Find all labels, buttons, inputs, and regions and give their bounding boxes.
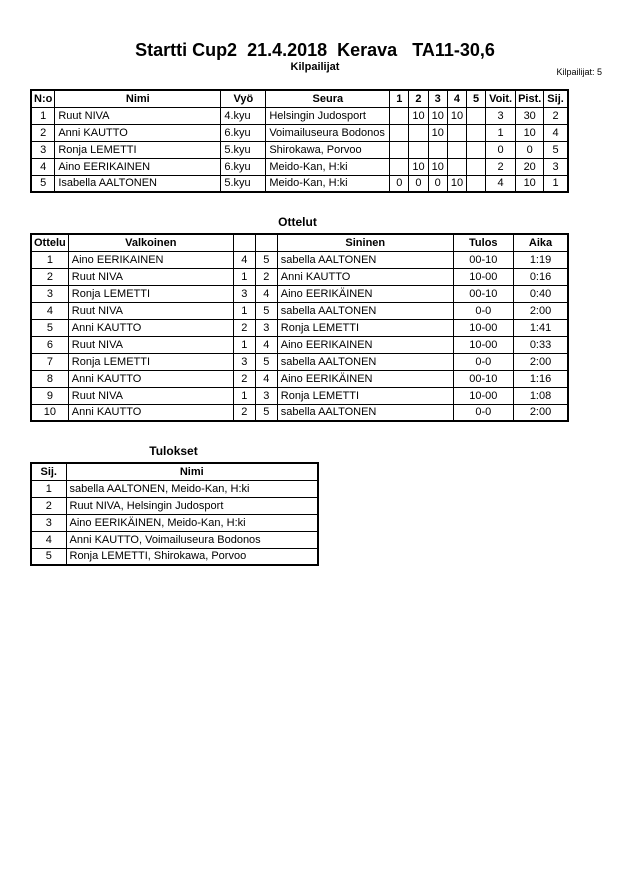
col-header-points: Pist.	[516, 90, 544, 107]
table-row	[31, 336, 568, 353]
table-cell: 10	[447, 175, 466, 192]
table-cell: Ruut NIVA	[68, 268, 233, 285]
table-cell: 6.kyu	[221, 124, 266, 141]
table-cell: 2	[233, 319, 255, 336]
competitor-count-label: Kilpailijat: 5	[556, 67, 602, 77]
table-cell: 2:00	[513, 404, 568, 421]
table-cell: 3	[233, 353, 255, 370]
table-cell: sabella AALTONEN	[277, 404, 453, 421]
competitors-heading: Kilpailijat	[290, 61, 340, 73]
table-cell: 8	[31, 370, 68, 387]
table-cell	[390, 124, 409, 141]
table-cell: 5	[31, 319, 68, 336]
table-cell: 5	[31, 548, 66, 565]
table-cell: Anni KAUTTO	[277, 268, 453, 285]
competitors-table	[30, 89, 569, 193]
table-cell: Anni KAUTTO	[55, 124, 221, 141]
table-cell: 10	[428, 124, 447, 141]
table-cell: 1:19	[513, 251, 568, 268]
table-cell: Meido-Kan, H:ki	[266, 158, 390, 175]
table-cell: Ronja LEMETTI	[277, 319, 453, 336]
final-results-table	[30, 462, 319, 566]
table-cell: 1	[233, 387, 255, 404]
table-cell: 1:08	[513, 387, 568, 404]
table-cell: 4	[544, 124, 568, 141]
col-header-place: Sij.	[544, 90, 568, 107]
table-header-row	[31, 463, 318, 480]
table-cell: 1:41	[513, 319, 568, 336]
table-cell: 10	[409, 158, 428, 175]
table-cell: Helsingin Judosport	[266, 107, 390, 124]
table-cell: Ruut NIVA, Helsingin Judosport	[66, 497, 318, 514]
table-cell: Ruut NIVA	[68, 302, 233, 319]
table-cell: 3	[31, 141, 55, 158]
table-cell: 0	[516, 141, 544, 158]
table-cell: 3	[233, 285, 255, 302]
table-cell: 5.kyu	[221, 141, 266, 158]
results-heading: Tulokset	[149, 444, 198, 458]
col-header-3: 3	[428, 90, 447, 107]
table-cell: Aino EERIKAINEN	[55, 158, 221, 175]
table-cell: 10	[409, 107, 428, 124]
col-header-blue: Sininen	[277, 234, 453, 251]
table-cell: 4	[486, 175, 516, 192]
table-cell: Ronja LEMETTI	[68, 353, 233, 370]
table-cell	[467, 141, 486, 158]
col-header-5: 5	[467, 90, 486, 107]
col-header-name: Nimi	[55, 90, 221, 107]
table-cell: 10	[428, 107, 447, 124]
table-cell: 2	[544, 107, 568, 124]
table-cell	[467, 107, 486, 124]
table-cell: 5	[544, 141, 568, 158]
table-cell	[447, 158, 466, 175]
table-row	[31, 268, 568, 285]
table-row	[31, 353, 568, 370]
table-cell: 2	[486, 158, 516, 175]
table-cell: 0:33	[513, 336, 568, 353]
col-header-white: Valkoinen	[68, 234, 233, 251]
table-cell: 2	[31, 268, 68, 285]
table-cell: Ronja LEMETTI	[277, 387, 453, 404]
table-row	[31, 387, 568, 404]
table-row	[31, 514, 318, 531]
table-cell	[409, 124, 428, 141]
table-cell: 2	[31, 497, 66, 514]
table-cell: 3	[31, 285, 68, 302]
table-cell: sabella AALTONEN	[277, 353, 453, 370]
table-cell: 2	[255, 268, 277, 285]
table-cell	[467, 158, 486, 175]
table-cell: 10-00	[453, 268, 513, 285]
col-header-wins: Voit.	[486, 90, 516, 107]
col-header-blue-no	[255, 234, 277, 251]
table-cell: 30	[516, 107, 544, 124]
table-cell: 3	[255, 387, 277, 404]
table-cell: 10-00	[453, 387, 513, 404]
table-cell: 4	[31, 531, 66, 548]
table-cell: 5	[255, 251, 277, 268]
table-cell: 1	[233, 302, 255, 319]
table-cell: 9	[31, 387, 68, 404]
table-cell: 00-10	[453, 370, 513, 387]
table-row	[31, 404, 568, 421]
table-cell: Ronja LEMETTI	[55, 141, 221, 158]
table-row	[31, 548, 318, 565]
table-cell: 10-00	[453, 319, 513, 336]
table-cell: 1	[31, 107, 55, 124]
table-cell: 0	[390, 175, 409, 192]
table-cell: 10	[516, 175, 544, 192]
table-row	[31, 251, 568, 268]
table-cell	[390, 158, 409, 175]
col-header-time: Aika	[513, 234, 568, 251]
table-row	[31, 107, 568, 124]
table-cell: 2	[233, 404, 255, 421]
table-cell: 10	[31, 404, 68, 421]
table-cell: 3	[486, 107, 516, 124]
table-cell: 1	[233, 336, 255, 353]
col-header-club: Seura	[266, 90, 390, 107]
table-cell: sabella AALTONEN	[277, 302, 453, 319]
table-row	[31, 480, 318, 497]
table-cell: 20	[516, 158, 544, 175]
table-cell: 1	[544, 175, 568, 192]
col-header-2: 2	[409, 90, 428, 107]
matches-heading: Ottelut	[278, 215, 317, 229]
table-cell	[390, 107, 409, 124]
table-row	[31, 302, 568, 319]
table-row	[31, 497, 318, 514]
table-cell: 2:00	[513, 302, 568, 319]
table-cell: 2	[233, 370, 255, 387]
table-cell: 1:16	[513, 370, 568, 387]
table-cell: Ronja LEMETTI, Shirokawa, Porvoo	[66, 548, 318, 565]
table-cell: 1	[31, 251, 68, 268]
table-cell	[467, 124, 486, 141]
table-cell: sabella AALTONEN, Meido-Kan, H:ki	[66, 480, 318, 497]
table-cell: 0:16	[513, 268, 568, 285]
table-cell: 2:00	[513, 353, 568, 370]
table-cell: 00-10	[453, 251, 513, 268]
table-cell: 00-10	[453, 285, 513, 302]
table-cell	[467, 175, 486, 192]
col-header-no: N:o	[31, 90, 55, 107]
table-row	[31, 175, 568, 192]
table-row	[31, 370, 568, 387]
table-cell: Isabella AALTONEN	[55, 175, 221, 192]
col-header-belt: Vyö	[221, 90, 266, 107]
table-cell: 0-0	[453, 404, 513, 421]
table-cell: 3	[31, 514, 66, 531]
table-cell: Aino EERIKÄINEN	[277, 370, 453, 387]
table-cell: 7	[31, 353, 68, 370]
col-header-match: Ottelu	[31, 234, 68, 251]
table-cell: 3	[255, 319, 277, 336]
table-cell	[447, 124, 466, 141]
table-cell: Ruut NIVA	[55, 107, 221, 124]
table-cell: 5	[255, 353, 277, 370]
table-cell: 6	[31, 336, 68, 353]
table-row	[31, 285, 568, 302]
table-cell: 5	[31, 175, 55, 192]
table-cell: 4	[31, 302, 68, 319]
table-row	[31, 531, 318, 548]
table-cell: Ronja LEMETTI	[68, 285, 233, 302]
table-cell: 5	[255, 404, 277, 421]
table-row	[31, 124, 568, 141]
table-cell: Ruut NIVA	[68, 387, 233, 404]
table-cell: 4	[255, 370, 277, 387]
table-cell: 4	[255, 336, 277, 353]
table-cell: 4	[255, 285, 277, 302]
col-header-result: Tulos	[453, 234, 513, 251]
table-header-row	[31, 234, 568, 251]
table-cell: 10-00	[453, 336, 513, 353]
table-cell: 10	[428, 158, 447, 175]
page-title: Startti Cup2 21.4.2018 Kerava TA11-30,6	[135, 40, 495, 60]
table-cell: Anni KAUTTO	[68, 319, 233, 336]
col-header-name: Nimi	[66, 463, 318, 480]
table-cell: Aino EERIKÄINEN, Meido-Kan, H:ki	[66, 514, 318, 531]
table-cell: Ruut NIVA	[68, 336, 233, 353]
table-cell: sabella AALTONEN	[277, 251, 453, 268]
table-cell: 2	[31, 124, 55, 141]
table-cell: 6.kyu	[221, 158, 266, 175]
table-cell: Aino EERIKAINEN	[277, 336, 453, 353]
col-header-white-no	[233, 234, 255, 251]
table-cell: Meido-Kan, H:ki	[266, 175, 390, 192]
table-cell: 1	[31, 480, 66, 497]
table-cell: 4	[233, 251, 255, 268]
table-cell	[390, 141, 409, 158]
col-header-4: 4	[447, 90, 466, 107]
table-cell: 3	[544, 158, 568, 175]
table-cell: Anni KAUTTO	[68, 404, 233, 421]
table-cell: 0	[409, 175, 428, 192]
table-cell: 1	[486, 124, 516, 141]
table-cell: Voimailuseura Bodonos	[266, 124, 390, 141]
table-cell: Aino EERIKAINEN	[68, 251, 233, 268]
table-cell: 0:40	[513, 285, 568, 302]
table-cell: 0	[486, 141, 516, 158]
matches-table	[30, 233, 569, 422]
table-cell: 10	[447, 107, 466, 124]
table-cell: Aino EERIKÄINEN	[277, 285, 453, 302]
table-cell: 4	[31, 158, 55, 175]
table-cell: 10	[516, 124, 544, 141]
table-cell: 5.kyu	[221, 175, 266, 192]
table-cell: Anni KAUTTO	[68, 370, 233, 387]
table-cell: Shirokawa, Porvoo	[266, 141, 390, 158]
table-row	[31, 158, 568, 175]
table-cell	[447, 141, 466, 158]
table-row	[31, 141, 568, 158]
table-cell: Anni KAUTTO, Voimailuseura Bodonos	[66, 531, 318, 548]
table-cell: 1	[233, 268, 255, 285]
table-cell: 0	[428, 175, 447, 192]
table-cell: 0-0	[453, 302, 513, 319]
col-header-1: 1	[390, 90, 409, 107]
table-row	[31, 319, 568, 336]
table-cell	[428, 141, 447, 158]
col-header-place: Sij.	[31, 463, 66, 480]
table-cell: 0-0	[453, 353, 513, 370]
table-cell	[409, 141, 428, 158]
table-header-row	[31, 90, 568, 107]
table-cell: 4.kyu	[221, 107, 266, 124]
table-cell: 5	[255, 302, 277, 319]
